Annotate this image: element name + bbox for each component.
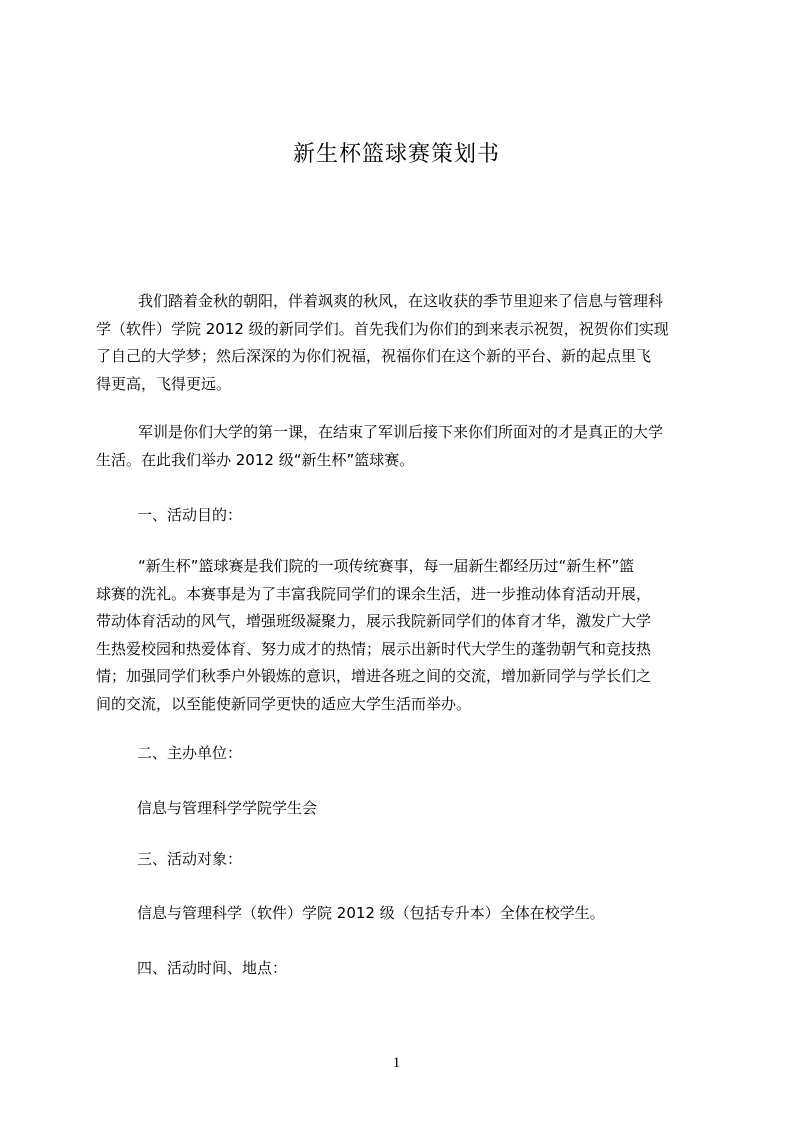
- document-title: 新生杯篮球赛策划书: [292, 142, 500, 167]
- target-content: 信息与管理科学（软件）学院 2012 级（包括专升本）全体在校学生。: [137, 904, 605, 922]
- organizer-content: 信息与管理科学学院学生会: [137, 799, 318, 817]
- paragraph-line: 得更高，飞得更远。: [96, 374, 232, 393]
- paragraph-line: 我们踏着金秋的朝阳，伴着飒爽的秋风，在这收获的季节里迎来了信息与管理科: [138, 292, 664, 310]
- section-heading-organizer: 二、主办单位：: [137, 744, 243, 762]
- intro-paragraph-2: [96, 419, 701, 474]
- paragraph-line: “新生杯”篮球赛是我们院的一项传统赛事，每一届新生都经历过“新生杯”篮: [138, 557, 635, 575]
- purpose-paragraph: [96, 553, 701, 718]
- paragraph-line: 了自己的大学梦；然后深深的为你们祝福，祝福你们在这个新的平台、新的起点里飞: [96, 347, 652, 365]
- section-heading-purpose: 一、活动目的：: [137, 506, 243, 524]
- paragraph-line: 军训是你们大学的第一课，在结束了军训后接下来你们所面对的才是真正的大学: [138, 423, 664, 441]
- paragraph-line: 球赛的洗礼。本赛事是为了丰富我院同学们的课余生活，进一步推动体育活动开展，: [96, 584, 652, 603]
- paragraph-line: 间的交流，以至能使新同学更快的适应大学生活而举办。: [96, 694, 472, 713]
- paragraph-line: 情；加强同学们秋季户外锻炼的意识，增进各班之间的交流，增加新同学与学长们之: [96, 667, 652, 685]
- paragraph-line: 学（软件）学院 2012 级的新同学们。首先我们为你们的到来表示祝贺，祝贺你们实现: [96, 319, 669, 338]
- section-heading-target: 三、活动对象：: [137, 850, 243, 868]
- page-number: 1: [392, 1055, 401, 1071]
- intro-paragraph-1: [96, 288, 701, 398]
- paragraph-line: 生热爱校园和热爱体育、努力成才的热情；展示出新时代大学生的蓬勃朝气和竞技热: [96, 639, 652, 658]
- paragraph-line: 生活。在此我们举办 2012 级“新生杯”篮球赛。: [96, 450, 415, 469]
- section-heading-time-location: 四、活动时间、地点：: [137, 959, 288, 977]
- paragraph-line: 带动体育活动的风气，增强班级凝聚力，展示我院新同学们的体育才华，激发广大学: [96, 612, 652, 630]
